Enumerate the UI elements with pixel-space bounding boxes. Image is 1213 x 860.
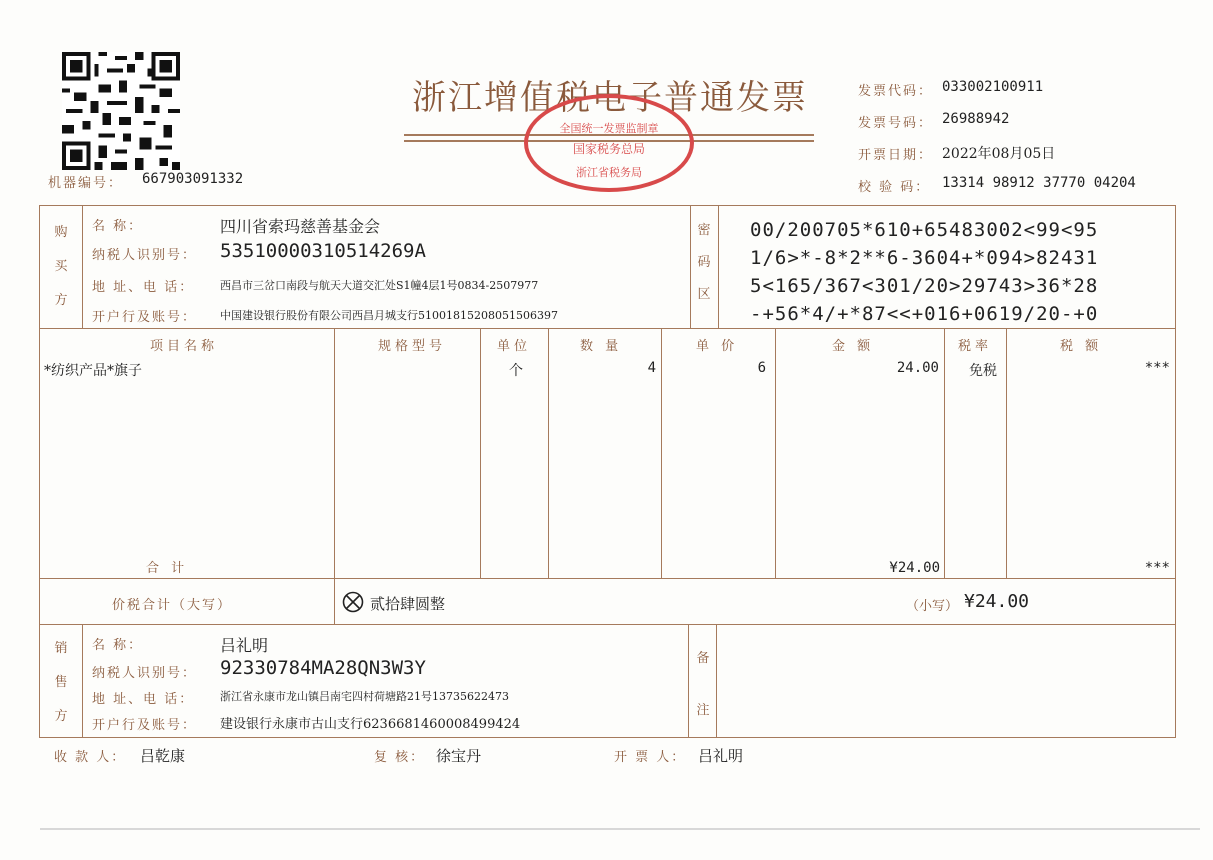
item-amount: 24.00: [896, 360, 939, 376]
total-amount: ¥24.00: [889, 560, 940, 576]
issuer: 吕礼明: [698, 747, 744, 765]
seller-side-divider: [82, 624, 83, 738]
check-code: 13314 98912 37770 04204: [942, 175, 1136, 191]
header-price: 单 价: [696, 339, 739, 354]
reviewer: 徐宝丹: [436, 747, 482, 765]
item-price: 6: [757, 360, 766, 376]
header-spec: 规格型号: [378, 339, 447, 354]
item-unit: 个: [509, 363, 523, 379]
grand-total-words: 贰拾肆圆整: [370, 595, 446, 613]
seller-name-label: 名 称：: [92, 638, 144, 653]
issuer-label: 开 票 人：: [614, 750, 687, 765]
grand-total-label: 价税合计（大写）: [112, 598, 233, 613]
stamp-top-text: 全国统一发票监制章: [559, 122, 659, 135]
header-qty: 数 量: [580, 339, 623, 354]
grand-total-small: ¥24.00: [964, 591, 1030, 612]
header-tax: 税 额: [1060, 339, 1103, 354]
header-unit: 单位: [497, 339, 532, 354]
total-tax: ***: [1144, 560, 1170, 576]
invoice-date-label: 开票日期：: [858, 148, 934, 163]
remarks-side-label: 备 注: [696, 651, 710, 718]
seller-address-label: 地 址、电 话：: [92, 692, 195, 707]
invoice-code: 033002100911: [942, 79, 1044, 95]
invoice-code-label: 发票代码：: [858, 84, 934, 99]
official-stamp: [524, 94, 694, 192]
invoice-date: 2022年08月05日: [942, 146, 1056, 162]
grand-total-bottom-line: [39, 624, 1176, 625]
header-rate: 税率: [958, 339, 993, 354]
seller-remark-divider: [688, 624, 689, 738]
cipher-line: 00/200705*610+65483002<99<95: [750, 219, 1099, 241]
buyer-taxid: 53510000310514269A: [220, 240, 426, 262]
item-rate: 免税: [969, 363, 997, 379]
invoice-number: 26988942: [942, 111, 1010, 127]
cipher-line: -+56*4/+*87<<+016+0619/20-+0: [750, 303, 1099, 325]
stamp-bottom-text: 浙江省税务局: [576, 166, 642, 179]
cipher-line: 1/6>*-8*2**6-3604+*094>82431: [750, 247, 1099, 269]
seller-bank: 建设银行永康市古山支行6236681460008499424: [220, 717, 521, 732]
buyer-name-label: 名 称：: [92, 219, 144, 234]
cipher-area: [750, 216, 1098, 328]
buyer-bank-label: 开户行及账号：: [92, 310, 198, 325]
grand-total-divider: [334, 578, 335, 624]
check-code-label: 校 验 码：: [858, 180, 931, 195]
remark-side-divider: [716, 624, 717, 738]
qr-code: [62, 52, 180, 170]
machine-no: 667903091332: [142, 171, 244, 187]
grand-total-small-label: （小写）: [906, 599, 959, 614]
reviewer-label: 复 核：: [374, 750, 426, 765]
table-row: [44, 360, 1174, 382]
cipher-side-label: 密 码 区: [697, 223, 711, 302]
page-bottom-line: [40, 828, 1200, 830]
payee-label: 收 款 人：: [54, 750, 127, 765]
invoice-number-label: 发票号码：: [858, 116, 934, 131]
buyer-side-label: 购 买 方: [54, 225, 68, 308]
seller-side-label: 销 售 方: [54, 641, 68, 724]
machine-no-label: 机器编号：: [48, 176, 124, 191]
grand-total-top-line: [39, 578, 1176, 579]
seller-bank-label: 开户行及账号：: [92, 718, 198, 733]
seller-address: 浙江省永康市龙山镇吕南宅四村荷塘路21号13735622473: [220, 690, 509, 703]
buyer-name: 四川省索玛慈善基金会: [220, 217, 381, 236]
buyer-address-label: 地 址、电 话：: [92, 280, 195, 295]
invoice-title: 浙江增值税电子普通发票: [412, 78, 808, 118]
cipher-side-divider: [718, 205, 719, 328]
item-qty: 4: [647, 360, 656, 376]
seller-taxid-label: 纳税人识别号：: [92, 666, 198, 681]
payee: 吕乾康: [140, 747, 186, 765]
seller-name: 吕礼明: [220, 636, 269, 655]
cipher-line: 5<165/367<301/20>29743>36*28: [750, 275, 1099, 297]
item-name: *纺织产品*旗子: [44, 363, 142, 379]
stamp-middle-text: 国家税务总局: [572, 142, 645, 156]
buyer-address: 西昌市三岔口南段与航天大道交汇处S1幢4层1号0834-2507977: [220, 279, 539, 292]
buyer-taxid-label: 纳税人识别号：: [92, 248, 198, 263]
item-tax: ***: [1144, 360, 1170, 376]
buyer-side-divider: [82, 205, 83, 328]
buyer-cipher-divider: [690, 205, 691, 328]
cross-circle-icon: [342, 591, 364, 613]
header-item-name: 项目名称: [150, 339, 219, 354]
seller-taxid: 92330784MA28QN3W3Y: [220, 657, 426, 679]
header-amount: 金 额: [832, 339, 875, 354]
total-label: 合 计: [146, 561, 189, 576]
buyer-bank: 中国建设银行股份有限公司西昌月城支行51001815208051506397: [220, 309, 558, 322]
